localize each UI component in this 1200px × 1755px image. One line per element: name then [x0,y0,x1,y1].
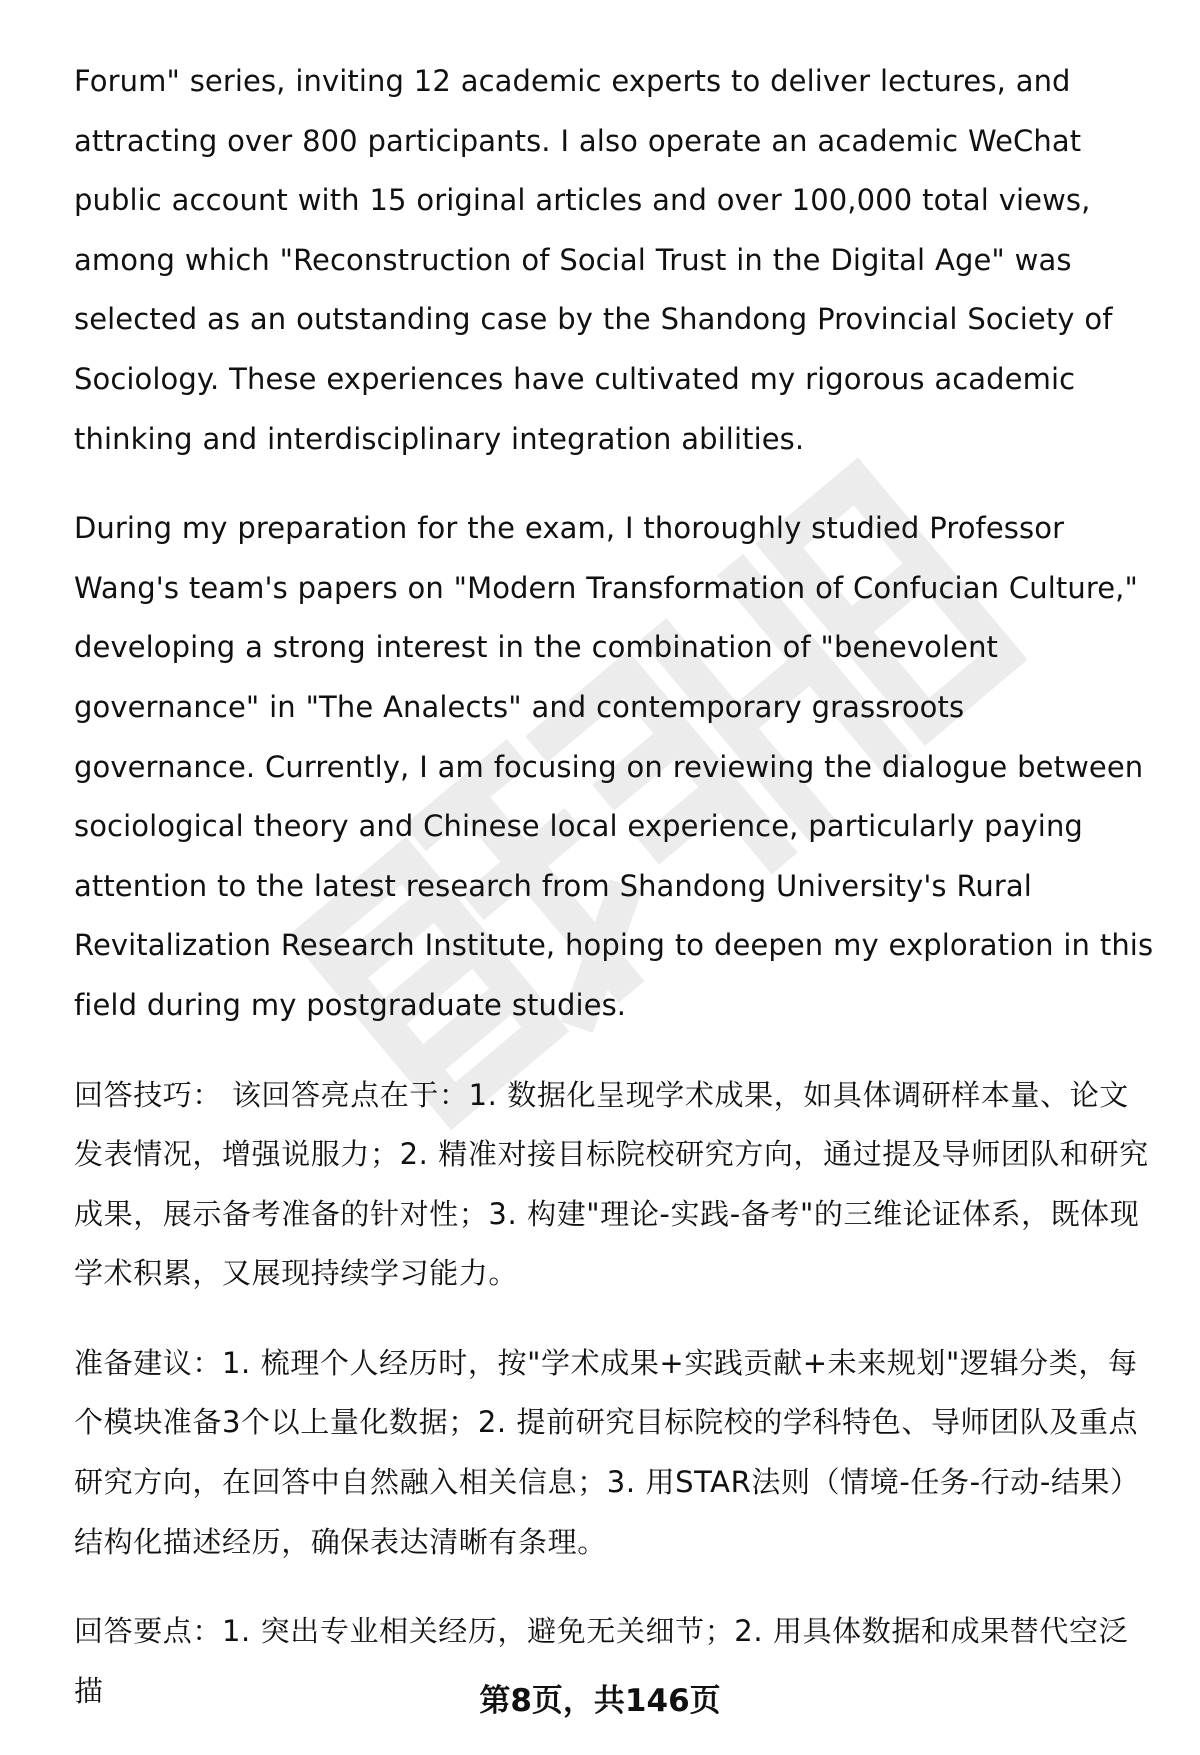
paragraph-answer-tips: 回答技巧： 该回答亮点在于：1. 数据化呈现学术成果，如具体调研样本量、论文发表情况，增强说服力；2. 精准对接目标院校研究方向，通过提及导师团队和研究成果，展示备考准备的针对性；3. 构建"理论-实践-备考"的三维论证体系，既体现学术积累，又展现持续学习能力。 [74,1077,1149,1291]
page-number: 第8页，共146页 [479,1683,721,1719]
paragraph-answer-key-points: 回答要点：1. 突出专业相关经历，避免无关细节；2. 用具体数据和成果替代空泛描 [74,1614,1129,1708]
paragraph-preparation-advice: 准备建议：1. 梳理个人经历时，按"学术成果+实践贡献+未来规划"逻辑分类，每个模块准备3个以上量化数据；2. 提前研究目标院校的学科特色、导师团队及重点研究方向，在回答中自然融入相关信息；3. 用STAR法则（情境-任务-行动-结果）结构化描述经历，确保表达清晰有条理。 [74,1345,1140,1559]
paragraph-forum-experience: Forum" series, inviting 12 academic experts to deliver lectures, and attracting over 800 participants. I also operate an academic WeChat public account with 15 original articles and over 100,000 total views, among which "Reconstruction of Social Trust in the Digital Age" was selected as an outstanding case by the Shandong Provincial Society of Sociology. These experiences have cultivated my rigorous academic thinking and interdisciplinary integration abilities. [74,64,1113,456]
paragraph-exam-preparation: During my preparation for the exam, I thoroughly studied Professor Wang's team's papers on "Modern Transformation of Confucian Culture," developing a strong interest in the combination of "benevolent governance" in "The Analects" and contemporary grassroots governance. Currently, I am focusing on reviewing the dialogue between sociological theory and Chinese local experience, particularly paying attention to the latest research from Shandong University's Rural Revitalization Research Institute, hoping to deepen my exploration in this field during my postgraduate studies. [74,511,1154,1022]
document-body [74,52,1154,1751]
